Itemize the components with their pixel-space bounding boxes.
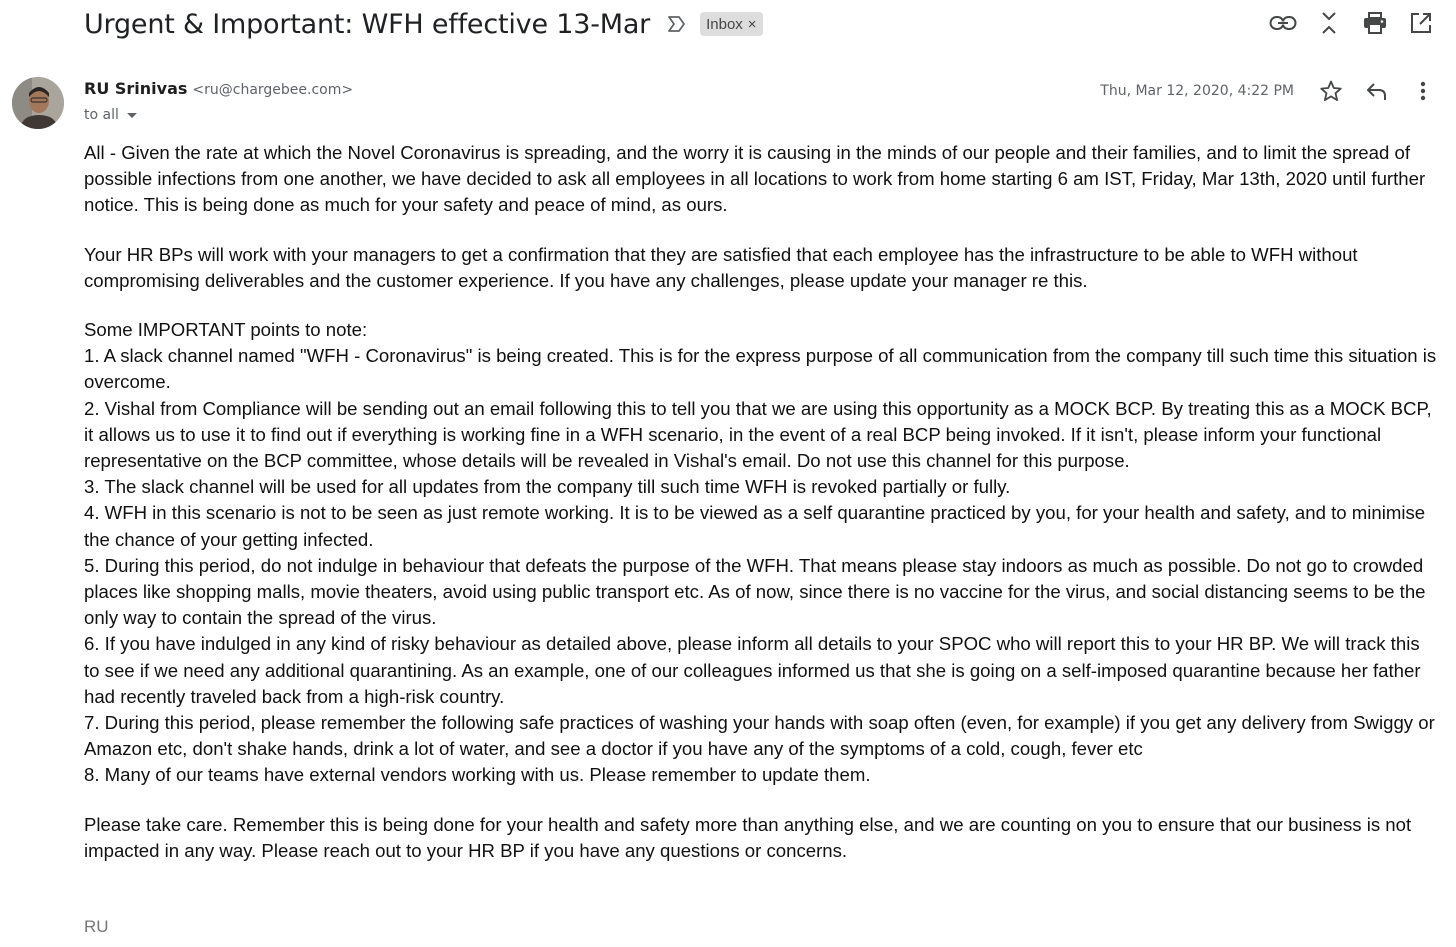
header-actions xyxy=(1260,6,1444,40)
point-item: 1. A slack channel named "WFH - Coronavirus" is being created. This is for the express purpose of all communication from the company till such time this situation is overcome. xyxy=(84,345,1437,393)
sender-line xyxy=(84,79,353,98)
more-vert-icon[interactable] xyxy=(1400,74,1446,108)
points-heading: Some IMPORTANT points to note: xyxy=(84,319,368,341)
body-intro: All - Given the rate at which the Novel Coronavirus is spreading, and the worry it is causing in the minds of our people and their families, and to limit the spread of possible infections from one another, we have decided to ask all employees in all locations to work from home starting 6 am IST, Friday, Mar 13th, 2020 until further notice. This is being done as much for your safety and peace of mind, as ours. xyxy=(84,142,1426,216)
open-new-window-icon[interactable] xyxy=(1398,6,1444,40)
paragraph-spacer xyxy=(84,294,1440,317)
link-icon[interactable] xyxy=(1260,6,1306,40)
point-item: 8. Many of our teams have external vendors working with us. Please remember to update them. xyxy=(84,764,871,786)
message-date: Thu, Mar 12, 2020, 4:22 PM xyxy=(1100,83,1294,99)
sender-email: <ru@chargebee.com> xyxy=(192,82,354,98)
body-closing: Please take care. Remember this is being done for your health and safety more than anything else, and we are counting on you to ensure that our business is not impacted in any way. Please reach out to your HR BP if you have any questions or concerns. xyxy=(84,813,1412,861)
point-item: 7. During this period, please remember the following safe practices of washing your hands with soap often (even, for example) if you get any delivery from Swiggy or Amazon etc, don't shake hands, drink a lot of water, and see a doctor if you have any of the symptoms of a cold, cough, fever etc xyxy=(84,712,1435,760)
reply-icon[interactable] xyxy=(1354,74,1400,108)
signature: RU xyxy=(84,917,109,936)
important-marker-icon[interactable] xyxy=(666,13,688,35)
subject-row xyxy=(84,4,763,44)
message-meta xyxy=(1100,74,1446,108)
body-hr-note: Your HR BPs will work with your managers to get a confirmation that they are satisfied that each employee has the infrastructure to be able to WFH without compromising deliverables and the customer experience. If you have any challenges, please update your manager re this. xyxy=(84,243,1358,291)
recipients-label: to all xyxy=(84,107,119,123)
point-item: 6. If you have indulged in any kind of risky behaviour as detailed above, please inform all details to your SPOC who will report this to your HR BP. We will track this to see if we need any additional quarantining. As an example, one of our colleagues informed us that she is going on a self-imposed quarantine because her father had recently traveled back from a high-risk country. xyxy=(84,633,1421,707)
recipients-dropdown[interactable] xyxy=(84,107,137,123)
avatar[interactable] xyxy=(12,77,64,129)
sender-name[interactable]: RU Srinivas xyxy=(84,79,188,98)
point-item: 4. WFH in this scenario is not to be seen as just remote working. It is to be viewed as a self quarantine practiced by you, for your health and safety, and to minimise the chance of your getting infected. xyxy=(84,502,1426,550)
star-icon[interactable] xyxy=(1308,74,1354,108)
message-body xyxy=(84,140,1440,864)
inbox-label-text: Inbox xyxy=(706,15,743,33)
point-item: 3. The slack channel will be used for all updates from the company till such time WFH is revoked partially or fully. xyxy=(84,476,1011,498)
collapse-all-icon[interactable] xyxy=(1306,6,1352,40)
email-subject: Urgent & Important: WFH effective 13-Mar xyxy=(84,8,651,40)
inbox-label-chip[interactable] xyxy=(700,12,762,36)
point-item: 2. Vishal from Compliance will be sending out an email following this to tell you that we are using this opportunity as a MOCK BCP. By treating this as a MOCK BCP, it allows us to use it to find out if everything is working fine in a WFH scenario, in the event of a real BCP being invoked. If it isn't, please inform your functional representative on the BCP committee, whose details will be revealed in Vishal's email. Do not use this channel for this purpose. xyxy=(84,397,1432,472)
point-item: 5. During this period, do not indulge in behaviour that defeats the purpose of the WFH. That means please stay indoors as much as possible. Do not go to crowded places like shopping malls, movie theaters, avoid using public transport etc. As of now, since there is no vaccine for the virus, and social distancing seems to be the only way to contain the spread of the virus. xyxy=(84,554,1426,629)
print-icon[interactable] xyxy=(1352,6,1398,40)
paragraph-spacer xyxy=(84,789,1440,812)
paragraph-spacer xyxy=(84,219,1440,242)
chevron-down-icon xyxy=(127,113,137,118)
remove-label-button[interactable]: × xyxy=(747,15,757,33)
